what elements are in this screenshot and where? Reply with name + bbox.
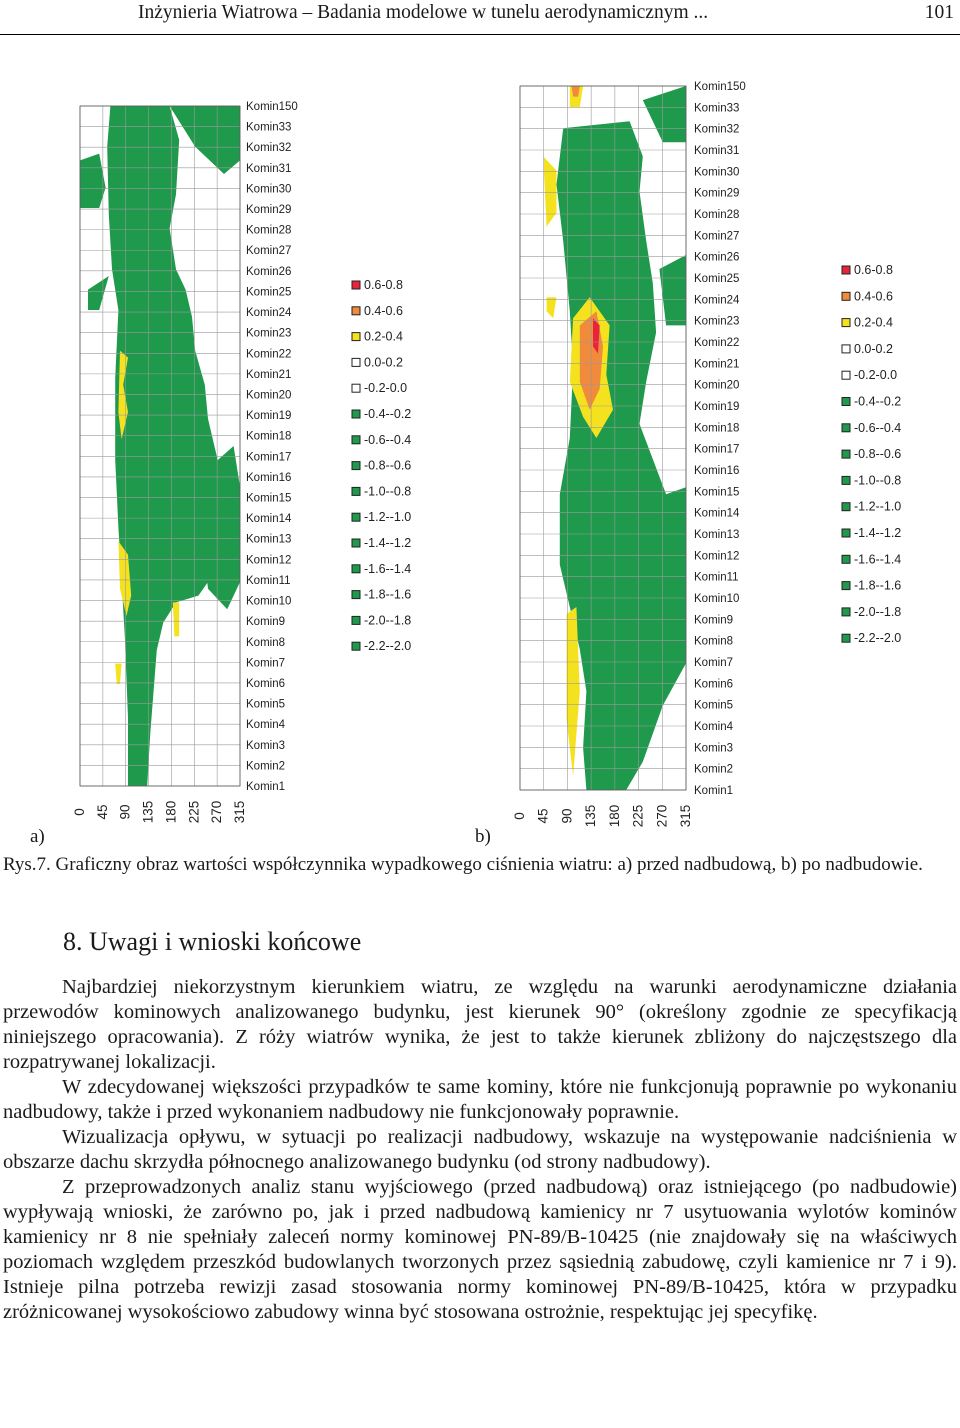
chimney-label: Komin14 <box>694 507 740 520</box>
panel-a-label: a) <box>30 826 45 847</box>
chimney-label: Komin2 <box>246 760 285 773</box>
chimney-label: Komin25 <box>694 273 740 285</box>
legend-swatch <box>842 555 850 563</box>
chimney-label: Komin7 <box>694 657 733 669</box>
wind-direction-tick: 0 <box>72 808 87 816</box>
chimney-label: Komin4 <box>694 721 733 733</box>
chimney-label: Komin27 <box>246 245 292 258</box>
panel-b-label: b) <box>475 826 491 847</box>
chimney-label: Komin23 <box>246 327 292 340</box>
running-title: Inżynieria Wiatrowa – Badania modelowe w tunelu aerodynamicznym ... <box>138 2 709 23</box>
wind-direction-tick: 90 <box>559 808 575 824</box>
chimney-label: Komin31 <box>246 162 292 175</box>
legend-label: -1.6--1.4 <box>854 552 902 567</box>
chimney-label: Komin20 <box>246 389 292 402</box>
legend-label: 0.4-0.6 <box>364 303 403 318</box>
chimney-label: Komin10 <box>246 595 292 608</box>
legend-label: -2.0--1.8 <box>364 613 412 628</box>
chimney-label: Komin12 <box>246 554 292 567</box>
legend-swatch <box>842 529 850 537</box>
legend-label: -0.8--0.6 <box>364 458 412 473</box>
chimney-label: Komin23 <box>694 315 740 328</box>
legend-label: -0.4--0.2 <box>364 407 412 421</box>
chimney-label: Komin32 <box>246 142 292 155</box>
legend-label: -1.8--1.6 <box>364 587 412 602</box>
legend-swatch <box>842 582 850 590</box>
legend-swatch <box>842 503 850 511</box>
legend-label: -1.6--1.4 <box>364 561 412 576</box>
wind-direction-tick: 45 <box>535 808 551 824</box>
wind-direction-tick: 225 <box>630 804 646 828</box>
chimney-label: Komin9 <box>246 616 285 629</box>
chimney-label: Komin24 <box>694 294 740 307</box>
chimney-label: Komin31 <box>694 145 740 157</box>
chimney-label: Komin19 <box>694 401 740 413</box>
legend-swatch <box>842 371 850 379</box>
paragraph: Z przeprowadzonych analiz stanu wyjściowego (przed nadbudową) oraz istniejącego (po nadbudowie) wypływają wnioski, że zarówno po, jak i przed nadbudową kamienicy nr 7 usytuowania wylotów kominów kamienicy nr 8 nie spełniały zaleceń normy kominowej PN-89/B-10425 (nie znajdowały się na właściwych poziomach względem przeszkód budowlanych tworzonych przez sąsiednią zabudowę, czyli kamienice nr 7 i 9). Istnieje pilna potrzeba rewizji zasad stosowania normy kominowej PN-89/B-10425, która w przypadku zróżnicowanej wysokościowo zabudowy winna być stosowana ostrożnie, respektując jej specyfikę. <box>3 1176 957 1323</box>
chimney-label: Komin13 <box>694 529 740 541</box>
chimney-label: Komin8 <box>694 635 733 648</box>
chimney-label: Komin22 <box>694 337 740 349</box>
chimney-label: Komin5 <box>246 698 285 711</box>
legend-label: -1.4--1.2 <box>854 526 902 540</box>
legend-label: 0.6-0.8 <box>364 278 403 292</box>
chimney-label: Komin22 <box>246 348 292 361</box>
legend-label: -0.4--0.2 <box>854 394 902 409</box>
chimney-label: Komin30 <box>246 183 292 196</box>
wind-direction-tick: 45 <box>94 804 110 820</box>
chimney-label: Komin29 <box>694 187 740 200</box>
legend-label: 0.2-0.4 <box>364 329 403 344</box>
wind-direction-tick: 315 <box>232 800 247 824</box>
wind-direction-tick: 270 <box>209 800 225 824</box>
chimney-label: Komin24 <box>246 307 292 320</box>
legend-label: -0.6--0.4 <box>364 432 412 447</box>
chimney-label: Komin4 <box>246 719 285 732</box>
chimney-label: Komin29 <box>246 204 292 217</box>
wind-direction-tick: 180 <box>606 804 622 828</box>
chimney-label: Komin5 <box>694 699 733 712</box>
legend-label: -1.0--0.8 <box>364 484 412 499</box>
chimney-label: Komin11 <box>246 574 291 587</box>
legend-swatch <box>842 345 850 353</box>
chimney-label: Komin6 <box>246 677 285 690</box>
chimney-label: Komin28 <box>246 224 292 237</box>
legend-swatch <box>842 319 850 327</box>
chimney-label: Komin15 <box>246 492 292 505</box>
figure-caption: Rys.7. Graficzny obraz wartości współczynnika wypadkowego ciśnienia wiatru: a) przed nadbudową, b) po nadbudowie. <box>3 854 923 875</box>
chimney-label: Komin11 <box>694 571 739 584</box>
chimney-label: Komin13 <box>246 533 292 546</box>
wind-direction-tick: 0 <box>512 812 527 820</box>
legend-label: -2.2--2.0 <box>364 639 412 654</box>
chimney-label: Komin15 <box>694 486 740 499</box>
legend-label: -0.6--0.4 <box>854 420 902 435</box>
legend-swatch <box>842 398 850 406</box>
chimney-label: Komin17 <box>246 451 292 464</box>
legend-label: -2.0--1.8 <box>854 604 902 619</box>
legend-swatch <box>842 266 850 274</box>
wind-direction-tick: 315 <box>678 804 693 828</box>
wind-direction-tick: 135 <box>140 800 156 824</box>
legend-label: 0.6-0.8 <box>854 263 893 277</box>
chimney-label: Komin16 <box>694 465 740 477</box>
legend-swatch <box>842 424 850 432</box>
legend-swatch <box>842 634 850 642</box>
chimney-label: Komin12 <box>694 550 740 563</box>
legend-label: 0.2-0.4 <box>854 315 893 330</box>
legend-label: 0.0-0.2 <box>854 341 893 356</box>
chimney-label: Komin20 <box>694 379 740 392</box>
chimney-label: Komin14 <box>246 513 292 526</box>
chimney-label: Komin18 <box>246 430 292 443</box>
paragraph: Najbardziej niekorzystnym kierunkiem wiatru, ze względu na warunki aerodynamiczne działania przewodów kominowych analizowanego budynku, jest kierunek 90° (określony zgodnie ze specyfikacją niniejszego opracowania). Z róży wiatrów wynika, że jest to także kierunek zbliżony do najczęstszego dla rozpatrywanej lokalizacji. <box>3 976 957 1073</box>
chimney-label: Komin25 <box>246 286 292 299</box>
chimney-label: Komin21 <box>246 368 292 381</box>
legend-label: 0.4-0.6 <box>854 289 893 304</box>
legend-label: -1.2--1.0 <box>854 499 902 514</box>
chimney-label: Komin17 <box>694 443 740 456</box>
chimney-label: Komin150 <box>694 81 746 93</box>
chimney-label: Komin27 <box>694 230 740 243</box>
legend-label: 0.0-0.2 <box>364 355 403 370</box>
chimney-label: Komin33 <box>694 102 740 115</box>
section-heading: 8. Uwagi i wnioski końcowe <box>63 927 362 956</box>
chimney-label: Komin28 <box>694 209 740 221</box>
page-number: 101 <box>924 2 954 23</box>
wind-direction-tick: 135 <box>583 804 599 828</box>
chimney-label: Komin30 <box>694 166 740 179</box>
chimney-label: Komin9 <box>694 614 733 627</box>
chimney-label: Komin32 <box>694 123 740 136</box>
legend-swatch <box>842 476 850 484</box>
wind-direction-tick: 90 <box>117 804 133 820</box>
legend-swatch <box>842 292 850 300</box>
chimney-label: Komin18 <box>694 422 740 435</box>
chimney-label: Komin21 <box>694 358 740 371</box>
legend-swatch <box>842 450 850 458</box>
wind-direction-tick: 225 <box>186 800 202 824</box>
chimney-label: Komin6 <box>694 678 733 691</box>
chimney-label: Komin10 <box>694 593 740 605</box>
wind-direction-tick: 270 <box>654 804 670 828</box>
legend-label: -0.2-0.0 <box>364 381 408 396</box>
chimney-label: Komin16 <box>246 471 292 484</box>
paragraph: Wizualizacja opływu, w sytuacji po realizacji nadbudowy, wskazuje na występowanie nadciśnienia w obszarze dachu skrzydła północnego analizowanego budynku (od strony nadbudowy). <box>3 1126 957 1173</box>
legend-label: -0.2-0.0 <box>854 368 898 383</box>
chimney-label: Komin26 <box>694 251 740 264</box>
legend-label: -1.4--1.2 <box>364 536 412 550</box>
legend-label: -1.0--0.8 <box>854 473 902 488</box>
chimney-label: Komin150 <box>246 101 298 113</box>
chimney-label: Komin2 <box>694 763 733 776</box>
chimney-label: Komin19 <box>246 410 292 423</box>
wind-direction-tick: 180 <box>163 800 179 824</box>
legend-label: -1.8--1.6 <box>854 578 902 593</box>
legend-label: -0.8--0.6 <box>854 447 902 462</box>
chimney-label: Komin33 <box>246 121 292 134</box>
section-body <box>3 975 957 1325</box>
legend-label: -1.2--1.0 <box>364 510 412 525</box>
chimney-label: Komin3 <box>694 742 733 755</box>
chimney-label: Komin8 <box>246 636 285 649</box>
chimney-label: Komin1 <box>694 785 733 797</box>
chimney-label: Komin26 <box>246 265 292 278</box>
legend-label: -2.2--2.0 <box>854 631 902 646</box>
chimney-label: Komin3 <box>246 739 285 752</box>
chimney-label: Komin1 <box>246 781 285 793</box>
legend-swatch <box>842 608 850 616</box>
chimney-label: Komin7 <box>246 657 285 670</box>
paragraph: W zdecydowanej większości przypadków te same kominy, które nie funkcjonują poprawnie po wykonaniu nadbudowy, także i przed wykonaniem nadbudowy nie funkcjonowały poprawnie. <box>3 1076 957 1123</box>
